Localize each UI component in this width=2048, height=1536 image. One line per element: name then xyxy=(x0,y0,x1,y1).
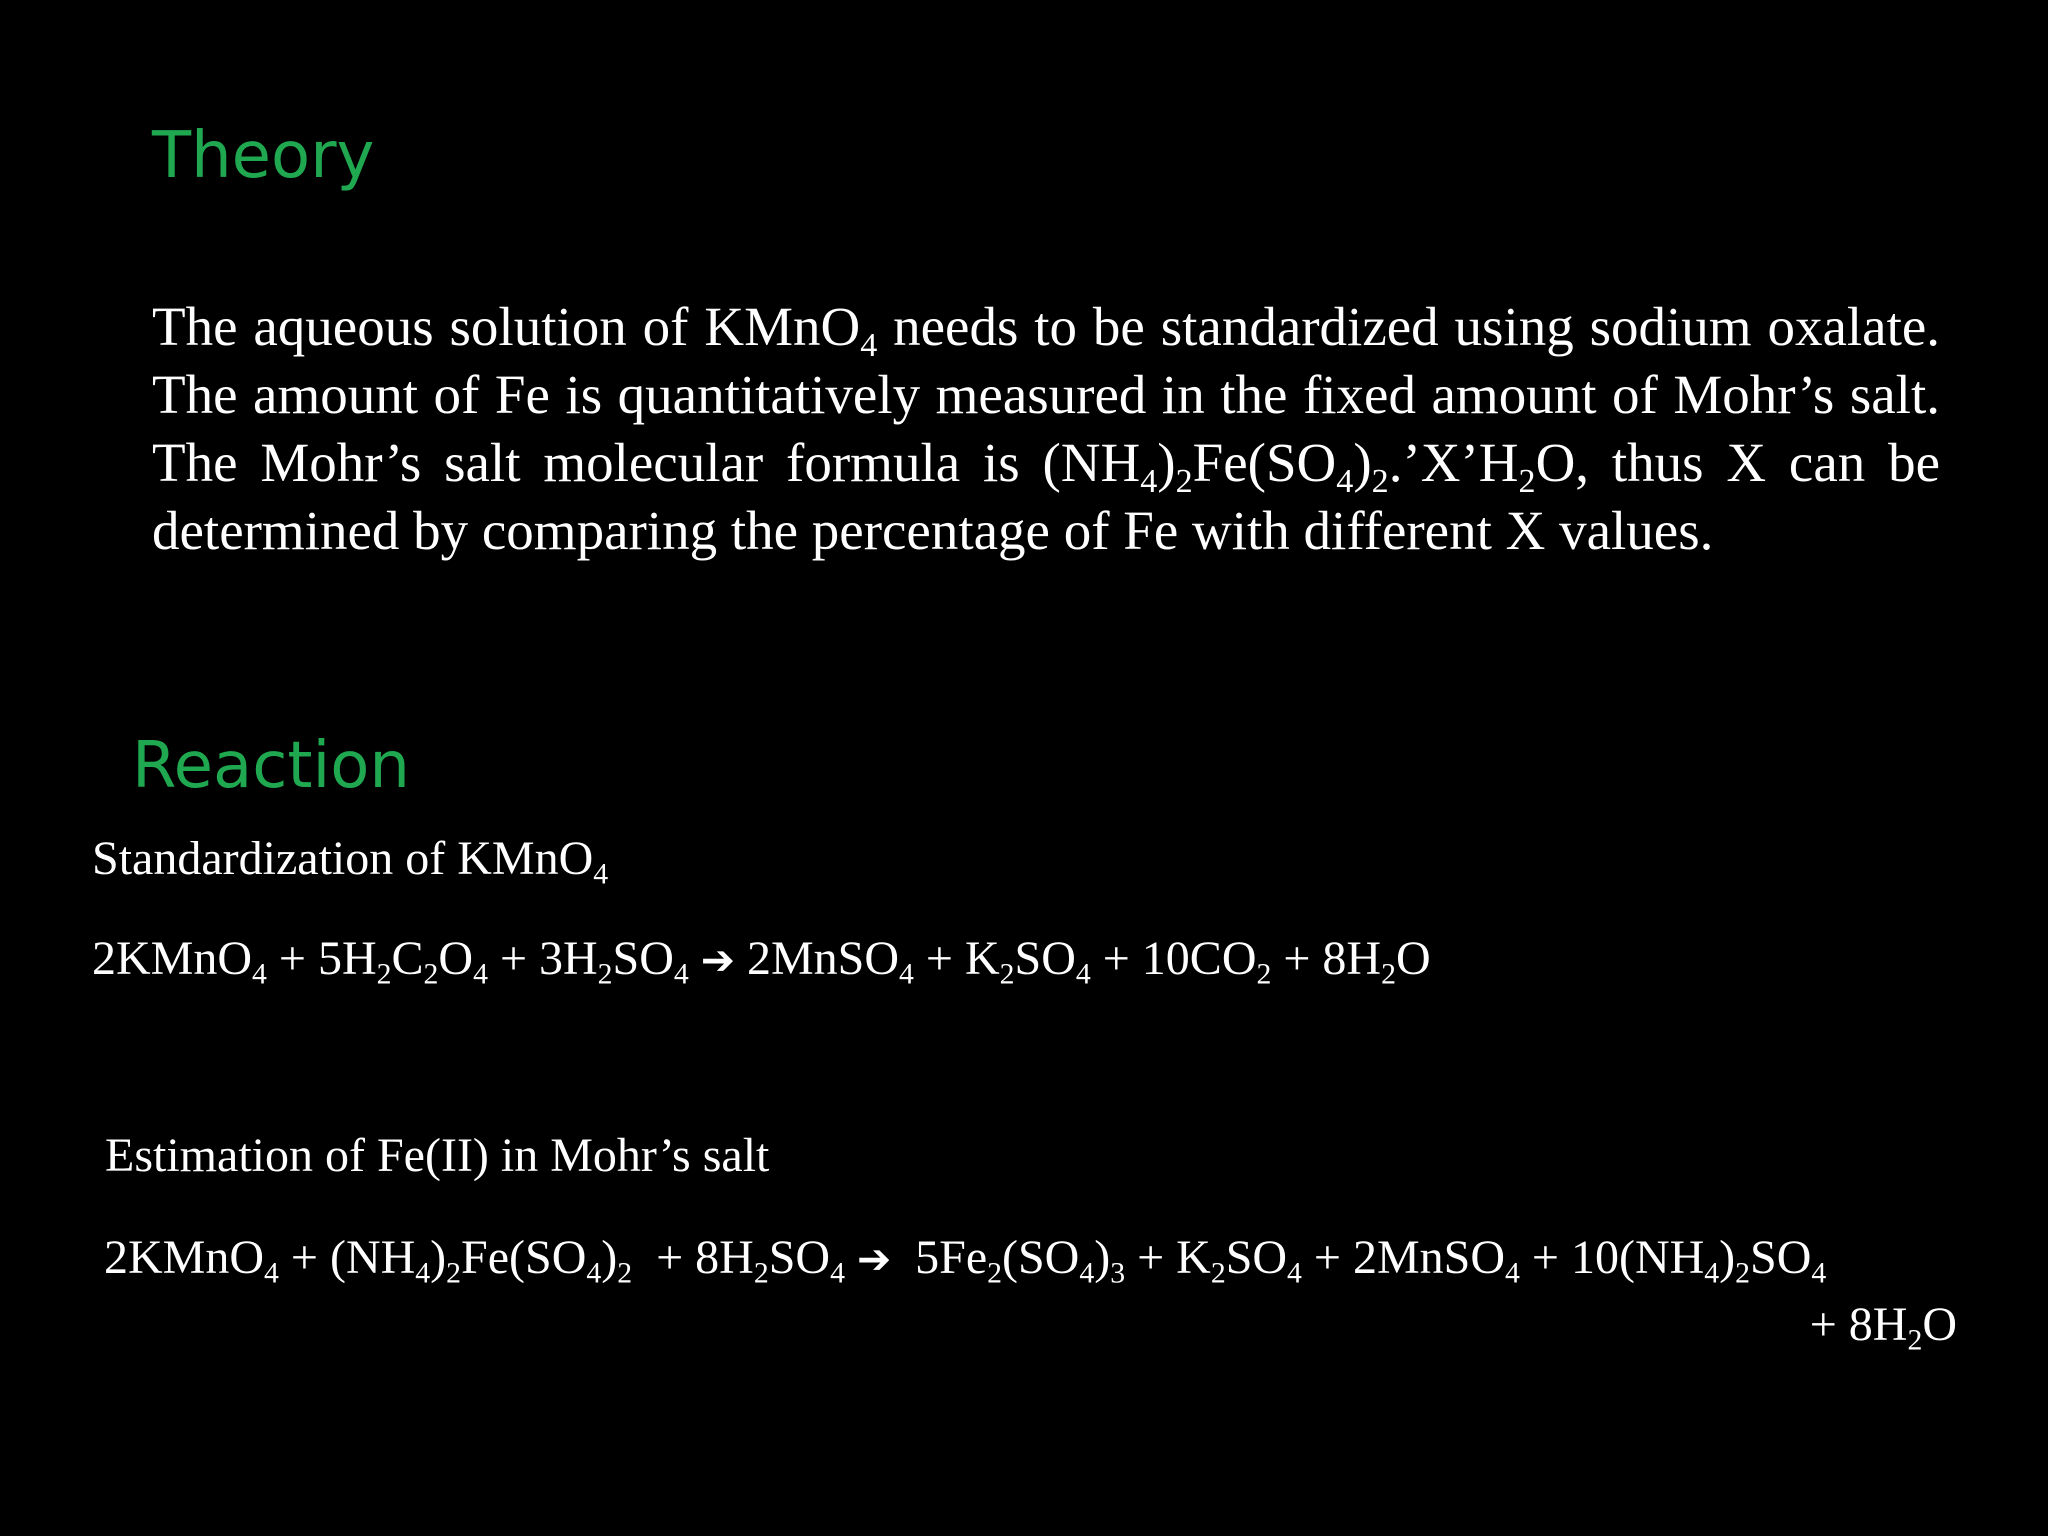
eq-term: O xyxy=(1922,1298,1957,1351)
eq-term: 2KMnO xyxy=(92,932,253,985)
theory-paragraph xyxy=(152,293,1940,565)
theory-heading: Theory xyxy=(152,119,375,193)
subscript: 4 xyxy=(264,1256,279,1290)
eq-term: ) xyxy=(1719,1231,1736,1284)
eq-term: 2MnSO xyxy=(734,932,900,985)
subscript: 4 xyxy=(1140,462,1158,500)
subscript: 4 xyxy=(1287,1256,1302,1290)
subscript: 4 xyxy=(473,957,488,991)
eq-term: C xyxy=(391,932,424,985)
subscript: 3 xyxy=(1110,1256,1126,1290)
eq-term: 2KMnO xyxy=(104,1231,265,1284)
subscript: 2 xyxy=(1371,462,1389,500)
subscript: 2 xyxy=(1735,1256,1751,1290)
subscript: 2 xyxy=(999,957,1015,991)
subscript: 2 xyxy=(376,957,392,991)
subscript: 2 xyxy=(1256,957,1272,991)
eq-term: + 8H xyxy=(632,1231,754,1284)
eq-term: + K xyxy=(1125,1231,1211,1284)
eq-term: + 10CO xyxy=(1090,932,1257,985)
subscript: 4 xyxy=(1505,1256,1520,1290)
eq-term: 5Fe xyxy=(891,1231,988,1284)
eq-term: + 8H xyxy=(1271,932,1382,985)
eq-term: + 10(NH xyxy=(1519,1231,1705,1284)
theory-text: Fe(SO xyxy=(1192,432,1337,493)
eq-term: + 2MnSO xyxy=(1301,1231,1506,1284)
reaction-arrow-icon: ➔ xyxy=(856,1235,892,1283)
theory-text: needs to be standardized using sodium oxalate. The amount of Fe is quantitatively measured in the fixed amount of Mohr’s salt. The Mohr’s salt molecular formula is (NH xyxy=(152,296,1941,493)
eq-term: + 5H xyxy=(266,932,377,985)
subscript: 2 xyxy=(1381,957,1396,991)
reaction-heading: Reaction xyxy=(132,729,410,803)
standardization-equation xyxy=(92,929,1431,990)
subscript: 4 xyxy=(1079,1256,1095,1290)
eq-term: ) xyxy=(430,1231,447,1284)
estimation-title: Estimation of Fe(II) in Mohr’s salt xyxy=(105,1129,770,1182)
eq-term: SO xyxy=(1014,932,1076,985)
subscript: 2 xyxy=(597,957,613,991)
theory-text: The aqueous solution of KMnO xyxy=(152,296,861,357)
standardization-title xyxy=(92,829,608,889)
theory-text: ) xyxy=(1353,432,1372,493)
subscript: 4 xyxy=(1704,1256,1720,1290)
subscript: 4 xyxy=(899,957,914,991)
equation-continuation xyxy=(104,1292,1957,1358)
subscript: 2 xyxy=(1907,1323,1923,1357)
eq-term: + K xyxy=(913,932,1000,985)
subscript: 2 xyxy=(1210,1256,1226,1290)
eq-term: ) xyxy=(1094,1231,1111,1284)
subscript: 2 xyxy=(1518,462,1536,500)
subscript: 2 xyxy=(423,957,439,991)
theory-text: O, thus X can be determined by comparing the percentage of Fe with different X values. xyxy=(152,432,1940,561)
eq-term: SO xyxy=(1750,1231,1812,1284)
subscript: 4 xyxy=(415,1256,431,1290)
subscript: 4 xyxy=(1336,462,1354,500)
eq-term: ) xyxy=(601,1231,618,1284)
eq-term: + (NH xyxy=(278,1231,416,1284)
eq-term: (SO xyxy=(1002,1231,1080,1284)
estimation-equation xyxy=(104,1225,1957,1358)
subscript: 4 xyxy=(860,326,878,364)
eq-term: Fe(SO xyxy=(461,1231,587,1284)
standardization-title-text: Standardization of KMnO xyxy=(92,832,594,885)
subscript: 2 xyxy=(617,1256,633,1290)
reaction-arrow-icon: ➔ xyxy=(700,936,735,984)
eq-term: SO xyxy=(768,1231,831,1284)
subscript: 4 xyxy=(252,957,267,991)
subscript: 2 xyxy=(987,1256,1002,1290)
subscript: 4 xyxy=(586,1256,602,1290)
eq-term: + 3H xyxy=(487,932,598,985)
subscript: 4 xyxy=(830,1256,845,1290)
theory-text: ) xyxy=(1157,432,1176,493)
eq-term: SO xyxy=(612,932,674,985)
subscript: 2 xyxy=(1175,462,1193,500)
subscript: 2 xyxy=(446,1256,462,1290)
eq-term: + 8H xyxy=(1809,1298,1908,1351)
eq-term: SO xyxy=(1225,1231,1288,1284)
subscript: 4 xyxy=(593,857,609,891)
eq-term: O xyxy=(1395,932,1431,985)
theory-text: .’X’H xyxy=(1388,432,1519,493)
subscript: 4 xyxy=(673,957,689,991)
subscript: 4 xyxy=(1811,1256,1827,1290)
subscript: 4 xyxy=(1075,957,1091,991)
eq-term: O xyxy=(438,932,474,985)
subscript: 2 xyxy=(753,1256,769,1290)
